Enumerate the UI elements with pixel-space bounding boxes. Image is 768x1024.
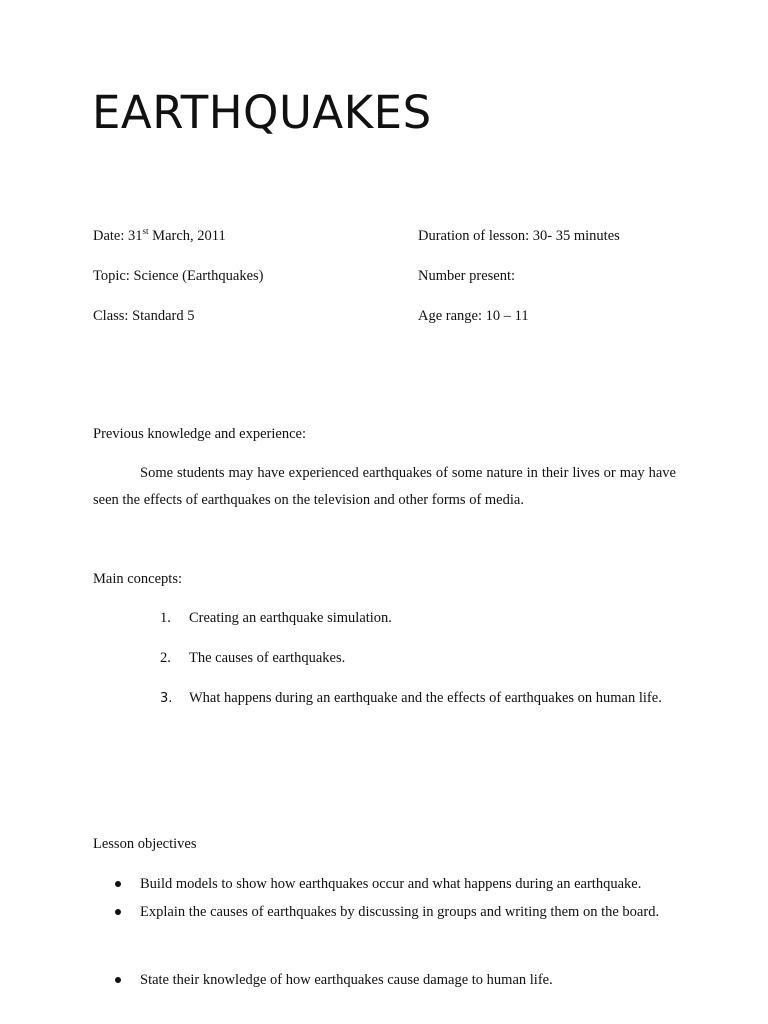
topic-field: Topic: Science (Earthquakes) — [93, 268, 264, 284]
list-number: 1. — [160, 610, 171, 626]
previous-knowledge-heading: Previous knowledge and experience: — [93, 426, 306, 442]
list-item-text: The causes of earthquakes. — [189, 650, 346, 666]
list-item — [160, 605, 676, 632]
list-item-text: Build models to show how earthquakes occur and what happens during an earthquake. — [140, 876, 642, 892]
list-item — [160, 645, 676, 672]
date-rest: March, 2011 — [148, 228, 226, 244]
duration-field: Duration of lesson: 30- 35 minutes — [418, 228, 620, 244]
class-field: Class: Standard 5 — [93, 308, 195, 324]
bullet-icon — [115, 909, 121, 915]
list-number: 2. — [160, 650, 171, 666]
date-superscript: st — [142, 226, 149, 237]
list-item — [160, 685, 676, 712]
list-item-text: Creating an earthquake simulation. — [189, 610, 392, 626]
main-concepts-heading: Main concepts: — [93, 571, 182, 587]
list-item-text: Explain the causes of earthquakes by discussing in groups and writing them on the board. — [140, 904, 660, 920]
list-item-text: State their knowledge of how earthquakes cause damage to human life. — [140, 972, 553, 988]
bullet-icon — [115, 977, 121, 983]
date-field — [93, 227, 226, 245]
lesson-objectives-heading: Lesson objectives — [93, 836, 197, 852]
age-range-field: Age range: 10 – 11 — [418, 308, 529, 324]
previous-knowledge-paragraph — [93, 460, 676, 514]
list-number: 3. — [160, 691, 173, 706]
document-title: EARTHQUAKES — [92, 86, 432, 139]
previous-knowledge-text: Some students may have experienced earthquakes of some nature in their lives or may have seen the effects of earthquakes on the television and other forms of media. — [93, 465, 676, 508]
bullet-icon — [115, 881, 121, 887]
number-present-field: Number present: — [418, 268, 516, 284]
list-item — [110, 899, 676, 926]
list-item — [110, 871, 676, 898]
list-item — [110, 967, 676, 994]
date-label: Date: 31 — [93, 228, 143, 244]
list-item-text: What happens during an earthquake and the effects of earthquakes on human life. — [189, 690, 662, 706]
